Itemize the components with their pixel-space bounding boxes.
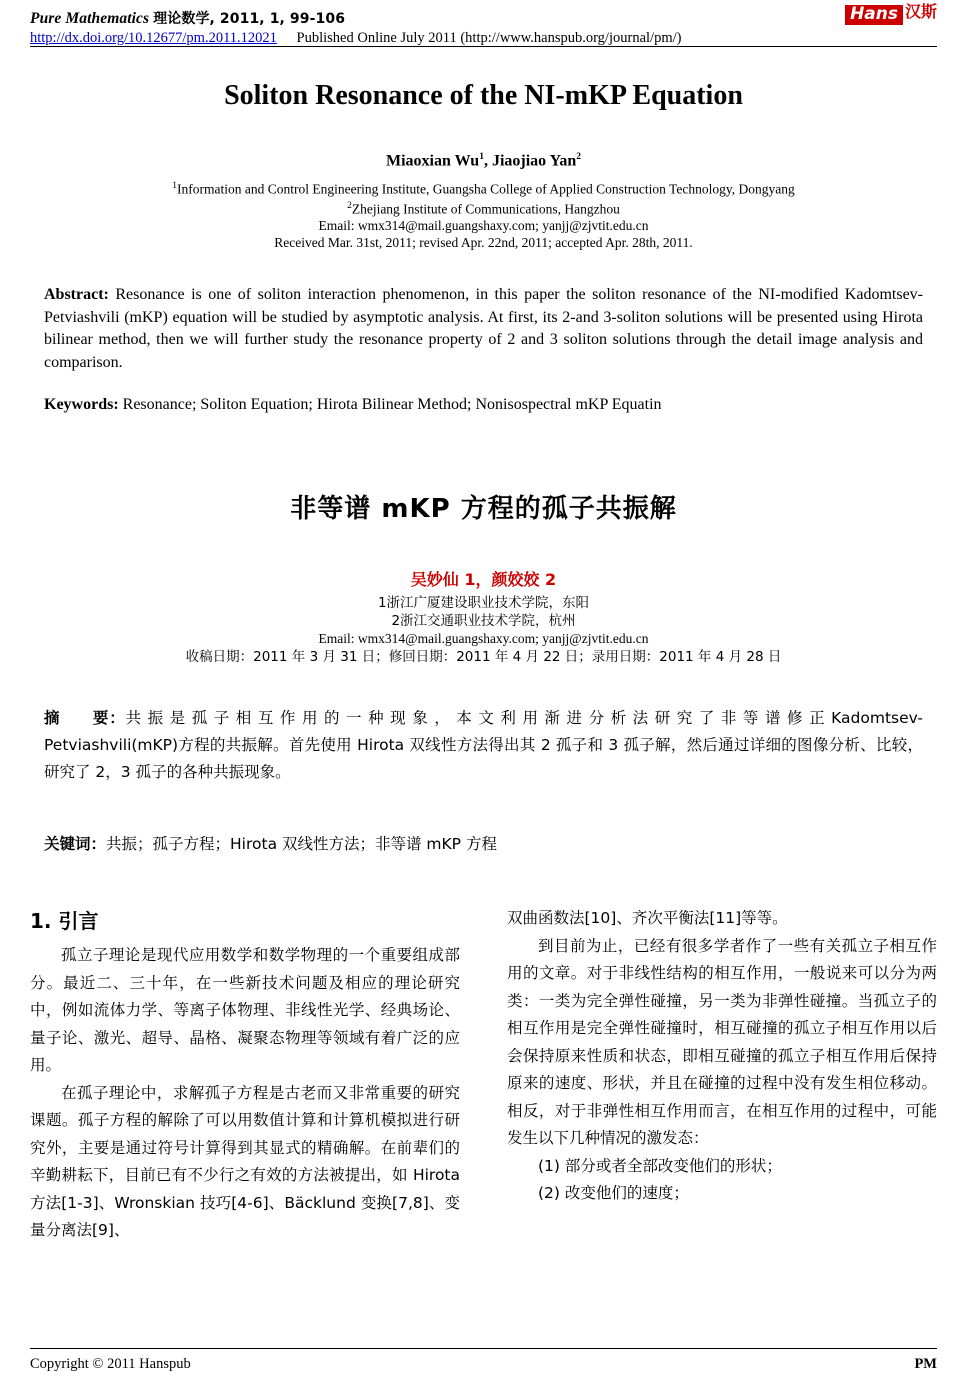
- hanspub-logo: [845, 4, 937, 25]
- keywords-cn-label: 关键词：: [44, 835, 107, 853]
- affiliation-1: $^1$Information and Control Engineering Institute, Guangsha College of Applied Construction Technology, Dongyang: [172, 181, 795, 197]
- abstract-label: Abstract:: [44, 286, 109, 303]
- authors-cn: 吴妙仙 1，颜姣姣 2: [410, 570, 557, 589]
- abstract-en: [44, 284, 923, 374]
- dates-cn: 收稿日期：2011 年 3 月 31 日；修回日期：2011 年 4 月 22 日；录用日期：2011 年 4 月 28 日: [185, 649, 782, 665]
- keywords-text: Resonance; Soliton Equation; Hirota Bilinear Method; Nonisospectral mKP Equatin: [122, 396, 662, 413]
- abstract-text: Resonance is one of soliton interaction phenomenon, in this paper the soliton resonance of the NI-modified Kadomtsev-Petviashvili (mKP) equation will be studied by asymptotic analysis. At first, its 2-and 3-soliton solutions will be presented using Hirota bilinear method, then we will further study the resonance property of 2 and 3 soliton solutions through the detail image analysis and comparison.: [44, 286, 924, 371]
- paragraph: 到目前为止，已经有很多学者作了一些有关孤立子相互作用的文章。对于非线性结构的相互作用，一般说来可以分为两类：一类为完全弹性碰撞，另一类为非弹性碰撞。当孤立子的相互作用是完全弹性碰撞时，相互碰撞的孤立子相互作用以后会保持原来性质和状态，即相互碰撞的孤立子相互作用后保持原来的速度、形状，并且在碰撞的过程中没有发生相位移动。相反，对于非弹性相互作用而言，在相互作用的过程中，可能发生以下几种情况的激发态：: [507, 936, 937, 1147]
- abstract-cn-text: 共 振 是 孤 子 相 互 作 用 的 一 种 现 象 ， 本 文 利 用 渐 进 分 析 法 研 究 了 非 等 谱 修 正 Kadomtsev-Petviashvili(mKP)方程的共振解。首先使用 Hirota 双线性方法得出其 2 孤子和 3 孤子解，然后通过详细的图像分析、比较，研究了 2，3 孤子的各种共振现象。: [44, 709, 923, 781]
- affiliation-2: $^2$Zhejiang Institute of Communications, Hangzhou: [347, 200, 620, 216]
- body-columns: [30, 905, 937, 1335]
- affiliation-2-text: Zhejiang Institute of Communications, Hangzhou: [351, 201, 620, 216]
- affiliations-cn: [80, 594, 887, 666]
- page-title-cn: 非等谱 mKP 方程的孤子共振解: [290, 494, 677, 524]
- section-heading-1: 1. 引言: [30, 909, 99, 933]
- dates-en: Received Mar. 31st, 2011; revised Apr. 22nd, 2011; accepted Apr. 28th, 2011.: [274, 235, 693, 250]
- list-item: (2) 改变他们的速度；: [538, 1184, 689, 1202]
- affiliation-cn-2: 2浙江交通职业技术学院，杭州: [391, 613, 576, 629]
- column-left: [30, 905, 460, 1245]
- journal-name-cn: 理论数学, 2011, 1, 99-106: [153, 11, 346, 27]
- paragraph: 在孤子理论中，求解孤子方程是古老而又非常重要的研究课题。孤子方程的解除了可以用数值计算和计算机模拟进行研究外，主要是通过符号计算得到其显式的精确解。在前辈们的辛勤耕耘下，目前已有不少行之有效的方法被提出，如 Hirota 方法[1-3]、Wronskian 技巧[4-6]、Bäcklund 变换[7,8]、变量分离法[9]、: [30, 1083, 460, 1239]
- journal-line: [30, 8, 937, 28]
- keywords-en: [44, 396, 923, 414]
- journal-name-en: Pure Mathematics: [30, 10, 150, 27]
- paragraph: 双曲函数法[10]、齐次平衡法[11]等等。: [507, 909, 788, 927]
- paragraph: 孤立子理论是现代应用数学和数学物理的一个重要组成部分。最近二、三十年，在一些新技术问题及相应的理论研究中，例如流体力学、等离子体物理、非线性光学、经典场论、量子论、激光、超导、晶格、凝聚态物理等领域有着广泛的应用。: [30, 946, 460, 1074]
- journal-abbr: PM: [914, 1356, 937, 1372]
- keywords-label: Keywords:: [44, 396, 119, 413]
- header-divider: [30, 46, 937, 47]
- copyright-text: Copyright © 2011 Hanspub: [30, 1356, 191, 1372]
- column-right: [507, 905, 937, 1208]
- authors-en: Miaoxian Wu$^1$, Jiaojiao Yan$^2$: [385, 152, 582, 170]
- logo-hans-text: Hans: [845, 5, 903, 25]
- affiliation-1-text: Information and Control Engineering Institute, Guangsha College of Applied Construction Technology, Dongyang: [177, 181, 795, 197]
- logo-hanzi-text: 汉斯: [904, 2, 937, 21]
- doi-line: [30, 30, 937, 47]
- doi-link[interactable]: http://dx.doi.org/10.12677/pm.2011.12021: [30, 30, 277, 46]
- page-footer: [30, 1356, 937, 1373]
- email-cn: Email: wmx314@mail.guangshaxy.com; yanjj@zjvtit.edu.cn: [318, 631, 649, 646]
- published-online-text: Published Online July 2011 (http://www.hanspub.org/journal/pm/): [296, 30, 682, 46]
- affiliations-en: [80, 178, 887, 251]
- footer-divider: [30, 1348, 937, 1349]
- keywords-cn-text: 共振；孤子方程；Hirota 双线性方法；非等谱 mKP 方程: [106, 835, 497, 853]
- affiliation-cn-1: 1浙江广厦建设职业技术学院，东阳: [377, 595, 590, 611]
- email-en: Email: wmx314@mail.guangshaxy.com; yanjj@zjvtit.edu.cn: [318, 218, 649, 233]
- abstract-cn: [44, 705, 923, 786]
- page-header: [30, 8, 937, 47]
- keywords-cn: [44, 832, 923, 854]
- abstract-cn-label: 摘 要：: [44, 709, 126, 727]
- list-item: (1) 部分或者全部改变他们的形状；: [538, 1156, 782, 1175]
- page-title: Soliton Resonance of the NI-mKP Equation: [224, 80, 743, 111]
